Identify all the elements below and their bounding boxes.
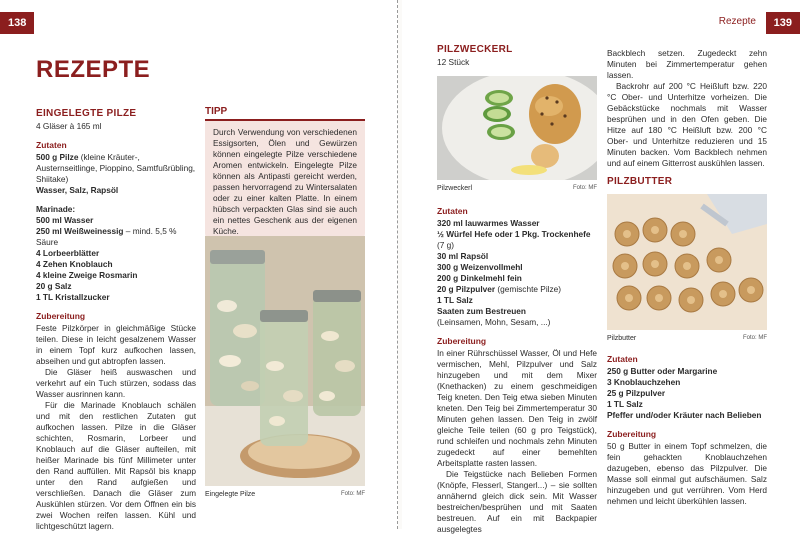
tip-text: Durch Verwendung von verschiedenen Essigsorten, Ölen und Gewürzen können eingelegte Pilze verschiedene Aromen entwickeln. Eingelegte Pilze können als Antipasti gereicht werden, passen hervorragend zu Wintersalaten oder zu einer kalten Platte. In einem hübsch verpackten Glas sind sie auch ein nettes Geschenk aus der eigenen Küche. (205, 121, 365, 243)
rolls-illustration (437, 76, 597, 180)
ingredients-heading: Zutaten (607, 354, 638, 364)
prep-heading: Zubereitung (437, 336, 487, 346)
marinade-item: 4 Lorbeerblätter (36, 248, 100, 258)
ingredient-line: (7 g) (437, 240, 455, 250)
recipe-pilzbutter-header (607, 176, 767, 189)
marinade-item: 20 g Salz (36, 281, 72, 291)
prep-paragraph: Für die Marinade Knoblauch schälen und mit den restlichen Zutaten gut aufkochen lassen. Pilze in die Gläser schichten, Rosmarin, Lorbeer und Knoblauch auf die Gläser aufteilen, mit heißer Marinade bis fünf Millimeter unter den Rand auffüllen. Mit Rapsöl bis knapp unter den Rand aufgießen und verschließen. Danach die Gläser zum Auskühlen stürzen. Vor dem Öffnen ein bis zwei Wochen reifen lassen. Kühl und lichtgeschützt lagern. (36, 400, 196, 531)
recipe-pilzbutter-body (607, 346, 767, 507)
photo-caption-pilzbutter (607, 335, 767, 342)
recipe-pilzweckerl-body (437, 200, 597, 535)
recipe-yield: 12 Stück (437, 57, 470, 67)
marinade-item: 4 Zehen Knoblauch (36, 259, 113, 269)
ingredient-line: (Leinsamen, Mohn, Sesam, ...) (437, 317, 551, 327)
photo-caption-left (205, 491, 365, 498)
ingredient-line: 250 g Butter oder Margarine (607, 366, 718, 376)
ingredient-line: 200 g Dinkelmehl fein (437, 273, 522, 283)
prep-paragraph: Die Teigstücke nach Belieben Formen (Knöpfe, Flesserl, Stangerl...) – sie sollten annähernd gleich dick sein. Mit Wasser bestreichen/besprühen und mit Saaten bestreuen. Auf ein mit Backpapier ausgelegtes (437, 469, 597, 534)
ingredient-line: 500 g Pilze (kleine Kräuter-, Austernseitlinge, Pioppino, Samtfußrübling, Shiitake) (36, 152, 196, 184)
marinade-item: 500 ml Wasser (36, 215, 94, 225)
recipe-pilzweckerl-continued (607, 48, 767, 169)
marinade-item: 1 TL Kristallzucker (36, 292, 110, 302)
ingredients-heading: Zutaten (36, 140, 67, 150)
ingredient-line: 300 g Weizenvollmehl (437, 262, 523, 272)
recipe-eingelegte-pilze (36, 108, 196, 532)
photo-pilzbutter (607, 194, 767, 330)
ingredient-line: 1 TL Salz (607, 399, 643, 409)
marinade-heading: Marinade: (36, 204, 76, 214)
photo-credit: Foto: MF (572, 185, 597, 191)
recipe-title: EINGELEGTE PILZE (36, 108, 137, 119)
page-number-right: 139 (766, 12, 800, 34)
tip-box (205, 106, 365, 243)
prep-paragraph: In einer Rührschüssel Wasser, Öl und Hefe vermischen, Mehl, Pilzpulver und Salz hinzugeben und mit dem Mixer (Knethacken) zu einem geschmeidigen Teig kneten. Den Teig etwa sieben Minuten kneten. Den Teig bei Zimmertemperatur 30 Minuten gehen lassen. Den Teig in zwölf gleiche Teile teilen (60 g pro Teigstück), rund schleifen und nochmals zehn Minuten zugedeckt auf einer bemehlten Arbeitsplatte rasten lassen. (437, 348, 597, 468)
prep-heading: Zubereitung (36, 311, 86, 321)
ingredient-line: 3 Knoblauchzehen (607, 377, 681, 387)
ingredients-heading: Zutaten (437, 206, 468, 216)
ingredient-line: Wasser, Salz, Rapsöl (36, 185, 119, 195)
prep-paragraph: Backrohr auf 200 °C Heißluft bzw. 220 °C Ober- und Unterhitze vorheizen. Die Gebäckstücke nochmals mit Wasser besprühen und in den Ofen geben. Die Hitze auf 180 °C Heißluft bzw. 200 °C Ober- und Unterhitze reduzieren und 15 Minuten backen. Vom Backblech nehmen und auf einem Gitterrost auskühlen lassen. (607, 81, 767, 168)
photo-pilzweckerl (437, 76, 597, 180)
page-divider (397, 0, 398, 529)
photo-eingelegte-pilze (205, 236, 365, 486)
running-head: Rezepte (718, 16, 756, 27)
ingredient-line: 25 g Pilzpulver (607, 388, 666, 398)
photo-caption-pilzweckerl (437, 185, 597, 192)
prep-paragraph: Feste Pilzkörper in gleichmäßige Stücke teilen. Diese in leicht gesalzenem Wasser in einem Topf kurz aufkochen lassen, abseihen und gut abtropfen lassen. (36, 323, 196, 366)
page-number-left: 138 (0, 12, 34, 34)
tip-heading: TIPP (205, 106, 365, 121)
marinade-item: 4 kleine Zweige Rosmarin (36, 270, 138, 280)
caption-text: Eingelegte Pilze (205, 491, 256, 498)
butter-rosettes-illustration (607, 194, 767, 330)
caption-text: Pilzbutter (607, 335, 637, 342)
photo-credit: Foto: MF (340, 491, 365, 497)
ingredient-line: Pfeffer und/oder Kräuter nach Belieben (607, 410, 762, 420)
ingredient-line: 20 g Pilzpulver (gemischte Pilze) (437, 284, 562, 294)
ingredient-line: 320 ml lauwarmes Wasser (437, 218, 540, 228)
jars-illustration (205, 236, 365, 486)
caption-text: Pilzweckerl (437, 185, 473, 192)
prep-heading: Zubereitung (607, 429, 657, 439)
prep-paragraph: Die Gläser heiß auswaschen und verkehrt auf ein Tuch stürzen, sodass das Wasser ausrinnen kann. (36, 367, 196, 399)
recipe-title: PILZWECKERL (437, 44, 513, 55)
left-page (0, 0, 398, 529)
ingredient-line: Saaten zum Bestreuen (437, 306, 526, 316)
recipe-title: PILZBUTTER (607, 176, 673, 187)
recipe-yield: 4 Gläser à 165 ml (36, 121, 102, 131)
chapter-title: REZEPTE (36, 56, 151, 83)
prep-paragraph: Backblech setzen. Zugedeckt zehn Minuten bei Zimmertemperatur gehen lassen. (607, 48, 767, 80)
ingredient-line: 30 ml Rapsöl (437, 251, 489, 261)
prep-paragraph: 50 g Butter in einem Topf schmelzen, die fein gehackten Knoblauchzehen dazugeben, ebenso das Pilzpulver. Die Masse soll einmal gut aufschäumen. Salz hinzugeben und gut verrühren. Vom Herd nehmen und leicht überkühlen lassen. (607, 441, 767, 506)
right-page (402, 0, 800, 534)
marinade-item: 250 ml Weißweinessig – mind. 5,5 % Säure (36, 226, 177, 247)
ingredient-line: 1 TL Salz (437, 295, 473, 305)
ingredient-line: ½ Würfel Hefe oder 1 Pkg. Trockenhefe (437, 229, 591, 239)
photo-credit: Foto: MF (742, 335, 767, 341)
recipe-pilzweckerl-header (437, 44, 597, 68)
